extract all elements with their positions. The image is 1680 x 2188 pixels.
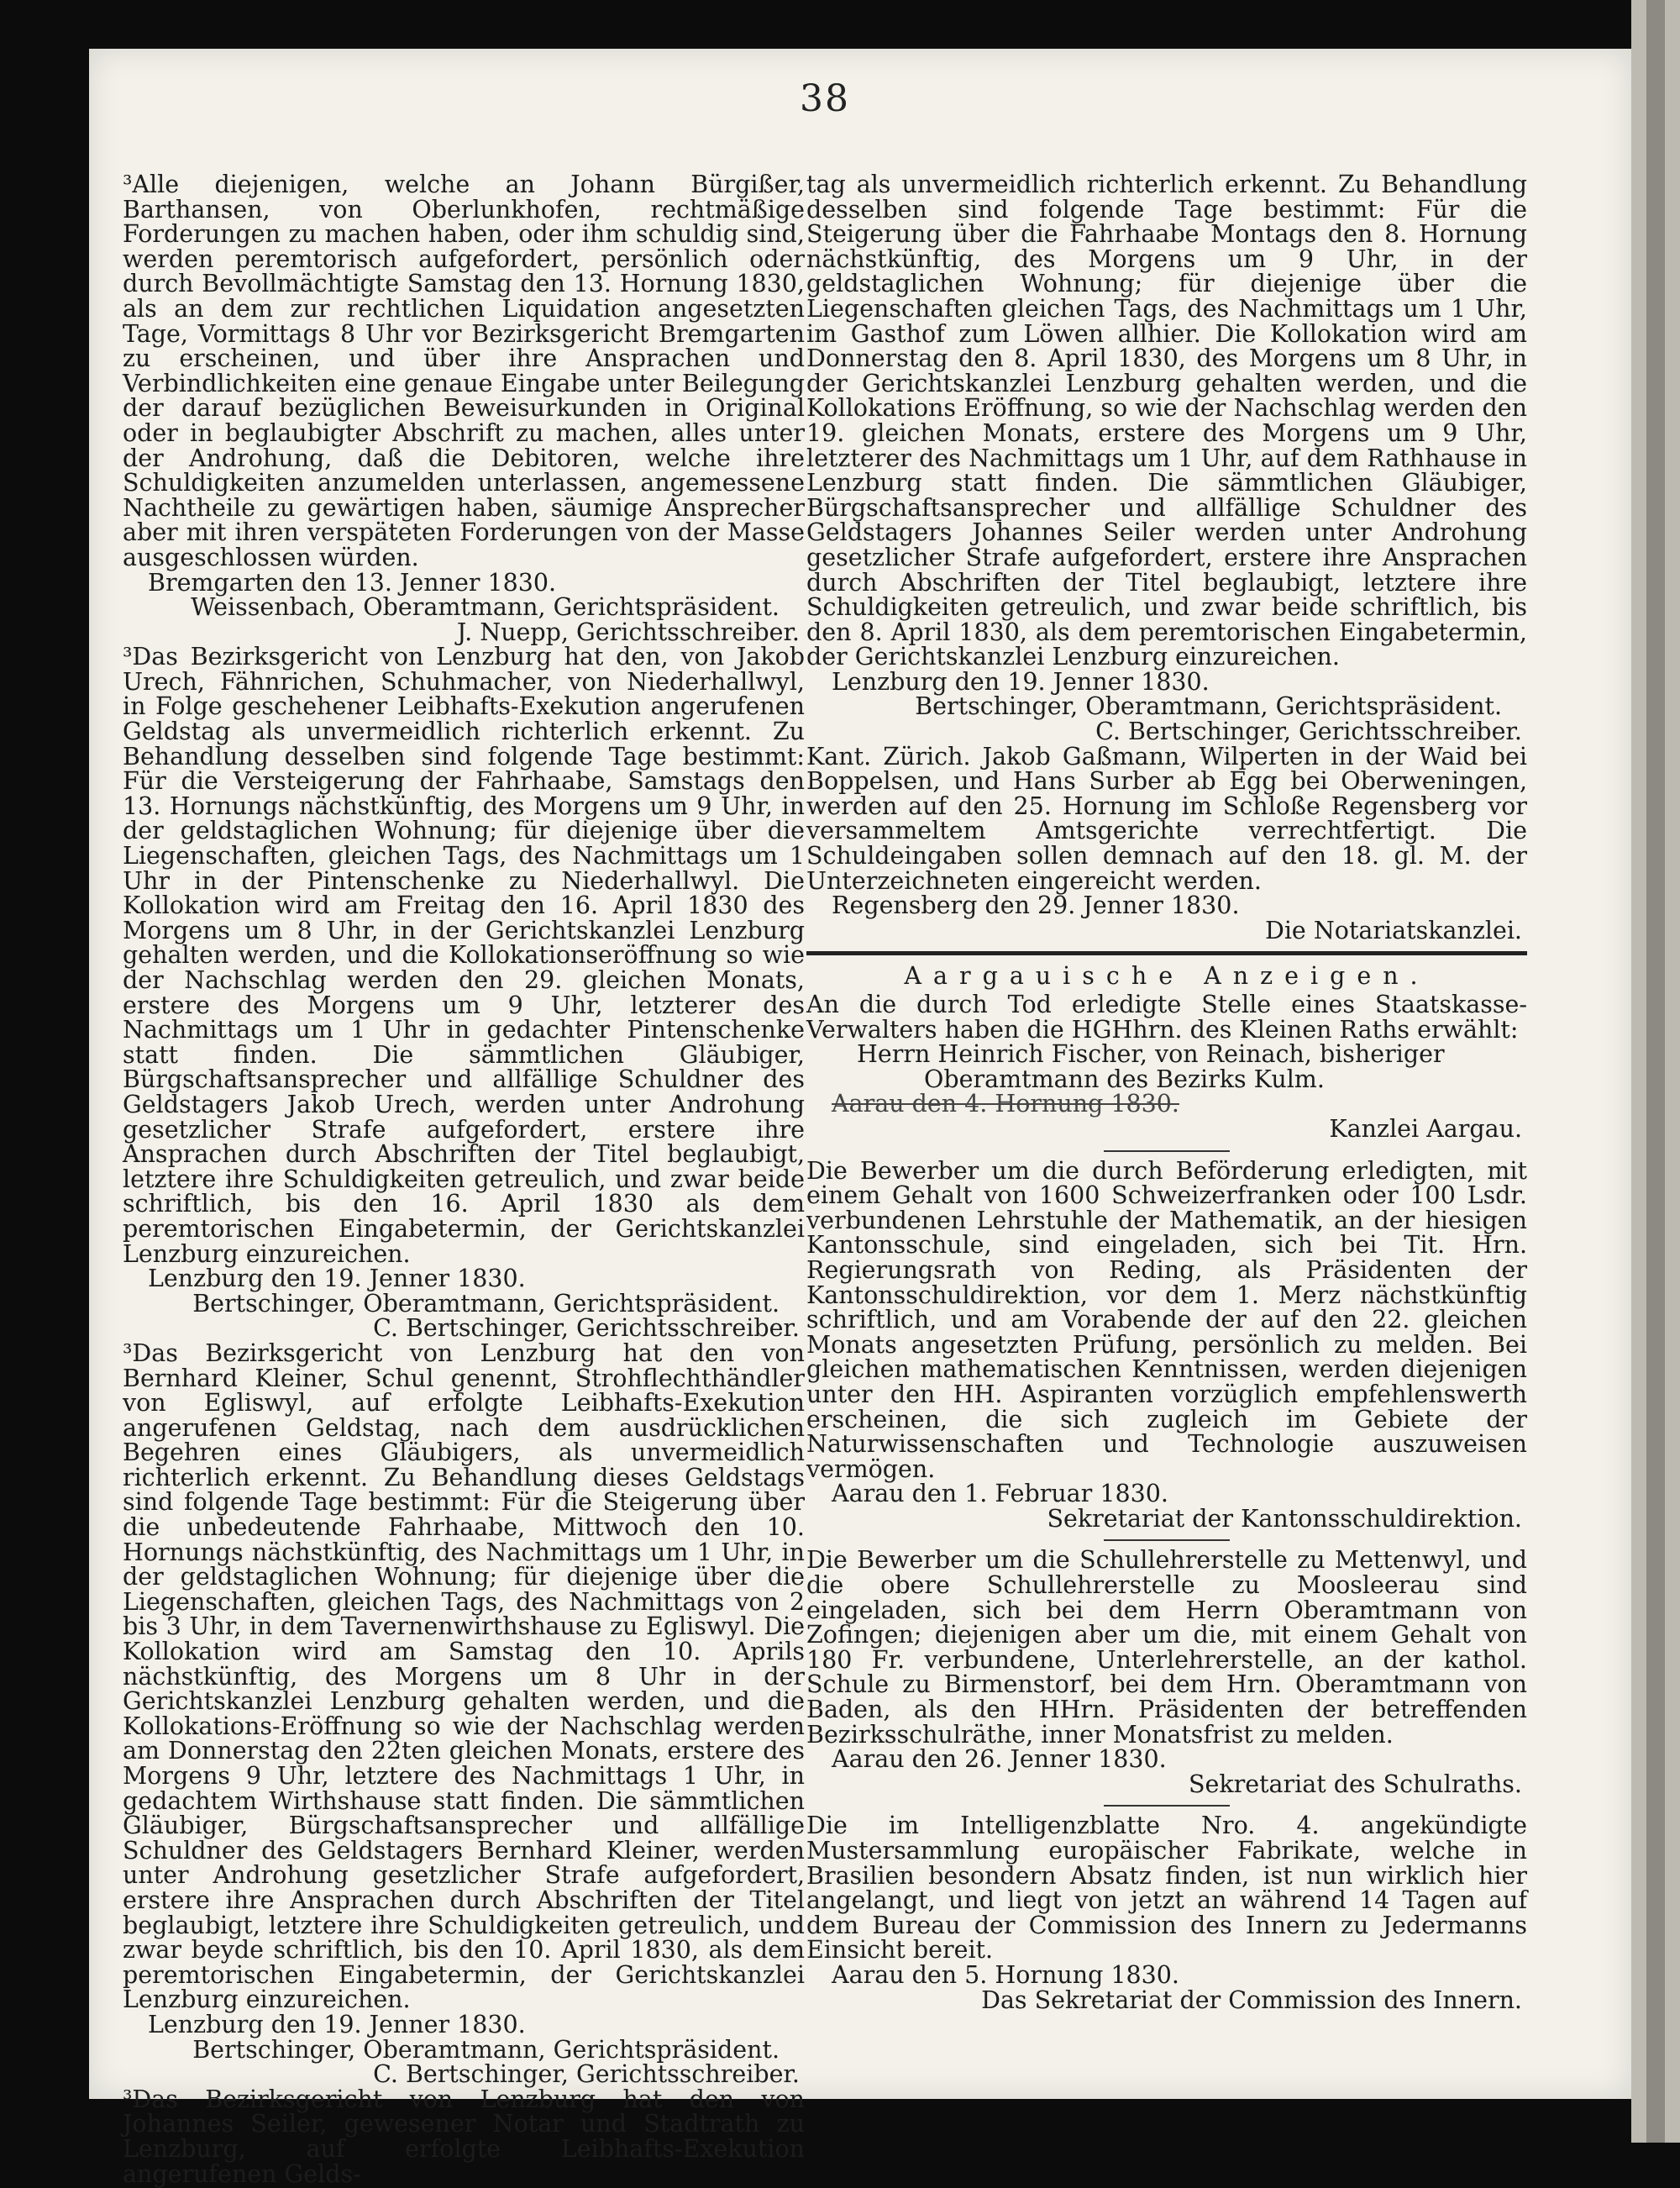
section-heading: Aargauische Anzeigen. bbox=[904, 962, 1430, 991]
announcement-line: Oberamtmann des Bezirks Kulm. bbox=[924, 1065, 1325, 1093]
place-date: Regensberg den 29. Jenner 1830. bbox=[832, 892, 1240, 920]
rule bbox=[1104, 1539, 1230, 1541]
signature: Weissenbach, Oberamtmann, Gerichtspräsident. bbox=[191, 593, 780, 622]
place-date: Lenzburg den 19. Jenner 1830. bbox=[148, 2010, 526, 2038]
place-date: Bremgarten den 13. Jenner 1830. bbox=[148, 568, 557, 597]
signature: Sekretariat der Kantonsschuldirektion. bbox=[1047, 1504, 1522, 1533]
signature: Kanzlei Aargau. bbox=[1329, 1114, 1522, 1143]
announcement-body: Die Bewerber um die Schullehrerstelle zu Mettenwyl, und die obere Schullehrerstelle zu Moosleerau sind eingeladen, sich bei dem Herrn Oberamtmann von Zofingen; diejenigen aber um die, mit einem Gehalt von 180 Fr. verbundene, Unterlehrerstelle, an der kathol. Schule zu Birmenstorf, bei dem Hrn. Oberamtmann von Baden, als den HHrn. Präsidenten der betreffenden Bezirksschulräthe, inner Monatsfrist zu melden. bbox=[806, 1546, 1527, 1749]
notice-kleiner bbox=[123, 1341, 805, 2087]
rule bbox=[1104, 1150, 1230, 1152]
notice-body: tag als unvermeidlich richterlich erkennt. Zu Behandlung desselben sind folgende Tage bestimmt: Für die Steigerung über die Fahrhaabe Montags den 8. Hornung nächstkünftig, des Morgens um 9 Uhr, in der geldstaglichen Wohnung; für diejenige über die Liegenschaften gleichen Tags, des Nachmittags um 1 Uhr, im Gasthof zum Löwen allhier. Die Kollokation wird am Donnerstag den 8. April 1830, des Morgens um 8 Uhr, in der Gerichtskanzlei Lenzburg gehalten werden, und die Kollokations Eröffnung, so wie der Nachschlag werden den 19. gleichen Monats, erstere des Morgens um 9 Uhr, letzterer des Nachmittags um 1 Uhr, auf dem Rathhause in Lenzburg statt finden. Die sämmtlichen Gläubiger, Bürgschaftsansprecher und allfällige Schuldner des Geldstagers Johannes Seiler werden unter Androhung gesetzlicher Strafe aufgefordert, erstere ihre Ansprachen durch Abschriften der Titel beglaubigt, letztere ihre Schuldigkeiten getreulich, und zwar beide schriftlich, bis den 8. April 1830, als dem peremtorischen Eingabetermin, der Gerichtskanzlei Lenzburg einzureichen. bbox=[806, 171, 1527, 671]
place-date: Aarau den 4. Hornung 1830. bbox=[832, 1090, 1179, 1118]
signature: C. Bertschinger, Gerichtsschreiber. bbox=[373, 1314, 800, 1343]
signature: Bertschinger, Oberamtmann, Gerichtspräsident. bbox=[915, 692, 1502, 721]
notice-urech bbox=[123, 644, 805, 1341]
place-date: Aarau den 1. Februar 1830. bbox=[832, 1480, 1168, 1508]
left-column bbox=[123, 172, 805, 2186]
notice-zuerich bbox=[806, 744, 1527, 944]
announcement-mathematik bbox=[806, 1156, 1527, 1533]
signature: C. Bertschinger, Gerichtsschreiber. bbox=[1095, 718, 1522, 746]
signature: Bertschinger, Oberamtmann, Gerichtspräsident. bbox=[192, 2035, 780, 2064]
signature: Das Sekretariat der Commission des Innern. bbox=[981, 1986, 1522, 2014]
place-date: Lenzburg den 19. Jenner 1830. bbox=[148, 1265, 526, 1293]
announcement-schullehrer bbox=[806, 1548, 1527, 1796]
page-number: 38 bbox=[800, 77, 850, 120]
signature: J. Nuepp, Gerichtsschreiber. bbox=[456, 618, 800, 646]
place-date: Aarau den 5. Hornung 1830. bbox=[832, 1960, 1179, 1989]
announcement-mustersammlung bbox=[806, 1813, 1527, 2012]
notice-seiler-start: ³Das Bezirksgericht von Lenzburg hat den von Johannes Seiler, gewesener Notar und Stadtrath zu Lenzburg, auf erfolgte Leibhafts-Exekution angerufenen Gelds- bbox=[123, 2085, 805, 2188]
notice-seiler-continued bbox=[806, 172, 1527, 744]
place-date: Aarau den 26. Jenner 1830. bbox=[832, 1745, 1167, 1774]
page-fold-shadow bbox=[1646, 0, 1665, 2143]
notice-body: ³Alle diejenigen, welche an Johann Bürgißer, Barthansen, von Oberlunkhofen, rechtmäßige Forderungen zu machen haben, oder ihm schuldig sind, werden peremtorisch aufgefordert, persönlich oder durch Bevollmächtigte Samstag den 13. Hornung 1830, als an dem zur rechtlichen Liquidation angesetzten Tage, Vormittags 8 Uhr vor Bezirksgericht Bremgarten zu erscheinen, und über ihre Ansprachen und Verbindlichkeiten eine genaue Eingabe unter Beilegung der darauf bezüglichen Beweisurkunden in Original oder in beglaubigter Abschrift zu machen, alles unter der Androhung, daß die Debitoren, welche ihre Schuldigkeiten anzumelden unterlassen, angemessene Nachtheile zu gewärtigen haben, säumige Ansprecher aber mit ihren verspäteten Forderungen von der Masse ausgeschlossen würden. bbox=[123, 171, 805, 571]
announcement-body: Die Bewerber um die durch Beförderung erledigten, mit einem Gehalt von 1600 Schweizerfranken oder 100 Lsdr. verbundenen Lehrstuhle der Mathematik, an der hiesigen Kantonsschule, sind eingeladen, sich bei Tit. Hrn. Regierungsrath von Reding, als Präsidenten der Kantonsschuldirektion, vor dem 1. Merz nächstkünftig schriftlich, und am Vorabende der auf den 22. gleichen Monats angesetzten Prüfung, persönlich zu melden. Bei gleichen mathematischen Kenntnissen, werden diejenigen unter den HH. Aspiranten vorzüglich empfehlenswerth erscheinen, die sich zugleich im Gebiete der Naturwissenschaften und Technologie auszuweisen vermögen. bbox=[806, 1156, 1527, 1483]
notice-buergisser bbox=[123, 172, 805, 644]
signature: Die Notariatskanzlei. bbox=[1264, 916, 1522, 944]
announcement-body: Die im Intelligenzblatte Nro. 4. angekündigte Mustersammlung europäischer Fabrikate, welche in Brasilien besondern Absatz finden, ist nun wirklich hier angelangt, und liegt von jetzt an während 14 Tagen auf dem Bureau der Commission des Innern zu Jedermanns Einsicht bereit. bbox=[806, 1812, 1527, 1964]
announcement-line: Herrn Heinrich Fischer, von Reinach, bisheriger bbox=[857, 1040, 1445, 1069]
section-divider bbox=[806, 951, 1527, 955]
place-date: Lenzburg den 19. Jenner 1830. bbox=[832, 667, 1210, 696]
signature: C. Bertschinger, Gerichtsschreiber. bbox=[373, 2060, 800, 2089]
signature: Bertschinger, Oberamtmann, Gerichtspräsident. bbox=[192, 1289, 780, 1318]
notice-body: ³Das Bezirksgericht von Lenzburg hat den, von Jakob Urech, Fähnrichen, Schuhmacher, von Niederhallwyl, in Folge geschehener Leibhafts-Exekution angerufenen Geldstag als unvermeidlich richterlich erkennt. Zu Behandlung desselben sind folgende Tage bestimmt: Für die Versteigerung der Fahrhaabe, Samstags den 13. Hornungs nächstkünftig, des Morgens um 9 Uhr, in der geldstaglichen Wohnung; für diejenige über die Liegenschaften, gleichen Tags, des Nachmittags um 1 Uhr in der Pintenschenke zu Niederhallwyl. Die Kollokation wird am Freitag den 16. April 1830 des Morgens um 8 Uhr, in der Gerichtskanzlei Lenzburg gehalten werden, und die Kollokationseröffnung so wie der Nachschlag werden den 29. gleichen Monats, erstere des Morgens um 9 Uhr, letzterer des Nachmittags um 1 Uhr in gedachter Pintenschenke statt finden. Die sämmtlichen Gläubiger, Bürgschaftsansprecher und allfällige Schuldner des Geldstagers Jakob Urech, werden unter Androhung gesetzlicher Strafe aufgefordert, erstere ihre Ansprachen durch Abschriften der Titel beglaubigt, letztere ihre Schuldigkeiten getreulich, und zwar beide schriftlich, bis den 16. April 1830 als dem peremtorischen Eingabetermin, der Gerichtskanzlei Lenzburg einzureichen. bbox=[123, 643, 805, 1268]
right-column bbox=[806, 172, 1527, 2012]
signature: Sekretariat des Schulraths. bbox=[1188, 1770, 1522, 1798]
announcement-staatskasse bbox=[806, 992, 1527, 1142]
rule bbox=[1104, 1805, 1230, 1807]
announcement-body: An die durch Tod erledigte Stelle eines Staatskasse-Verwalters haben die HGHhrn. des Kleinen Raths erwählt: bbox=[806, 991, 1527, 1044]
notice-body: Kant. Zürich. Jakob Gaßmann, Wilperten in der Waid bei Boppelsen, und Hans Surber ab Egg bei Oberweningen, werden auf den 25. Hornung im Schloße Regensberg vor versammeltem Amtsgerichte verrechtfertigt. Die Schuldeingaben sollen demnach auf den 18. gl. M. der Unterzeichneten eingereicht werden. bbox=[806, 742, 1527, 895]
notice-body: ³Das Bezirksgericht von Lenzburg hat den von Bernhard Kleiner, Schul genennt, Strohflechthändler von Egliswyl, auf erfolgte Leibhafts-Exekution angerufenen Geldstag, nach dem ausdrücklichen Begehren eines Gläubigers, als unvermeidlich richterlich erkennt. Zu Behandlung dieses Geldstags sind folgende Tage bestimmt: Für die Steigerung über die unbedeutende Fahrhaabe, Mittwoch den 10. Hornungs nächstkünftig, des Nachmittags um 1 Uhr, in der geldstaglichen Wohnung; für diejenige über die Liegenschaften, gleichen Tags, des Nachmittags von 2 bis 3 Uhr, in dem Tavernenwirthshause zu Egliswyl. Die Kollokation wird am Samstag den 10. Aprils nächstkünftig, des Morgens um 8 Uhr in der Gerichtskanzlei Lenzburg gehalten werden, und die Kollokations-Eröffnung so wie der Nachschlag werden am Donnerstag den 22ten gleichen Monats, erstere des Morgens 9 Uhr, letztere des Nachmittags 1 Uhr, in gedachtem Wirthshause statt finden. Die sämmtlichen Gläubiger, Bürgschaftsansprecher und allfällige Schuldner des Geldstagers Bernhard Kleiner, werden unter Androhung gesetzlicher Strafe aufgefordert, erstere ihre Ansprachen durch Abschriften der Titel beglaubigt, letztere ihre Schuldigkeiten getreulich, und zwar beyde schriftlich, bis den 10. April 1830, als dem peremtorischen Eingabetermin, der Gerichtskanzlei Lenzburg einzureichen. bbox=[123, 1339, 805, 2014]
